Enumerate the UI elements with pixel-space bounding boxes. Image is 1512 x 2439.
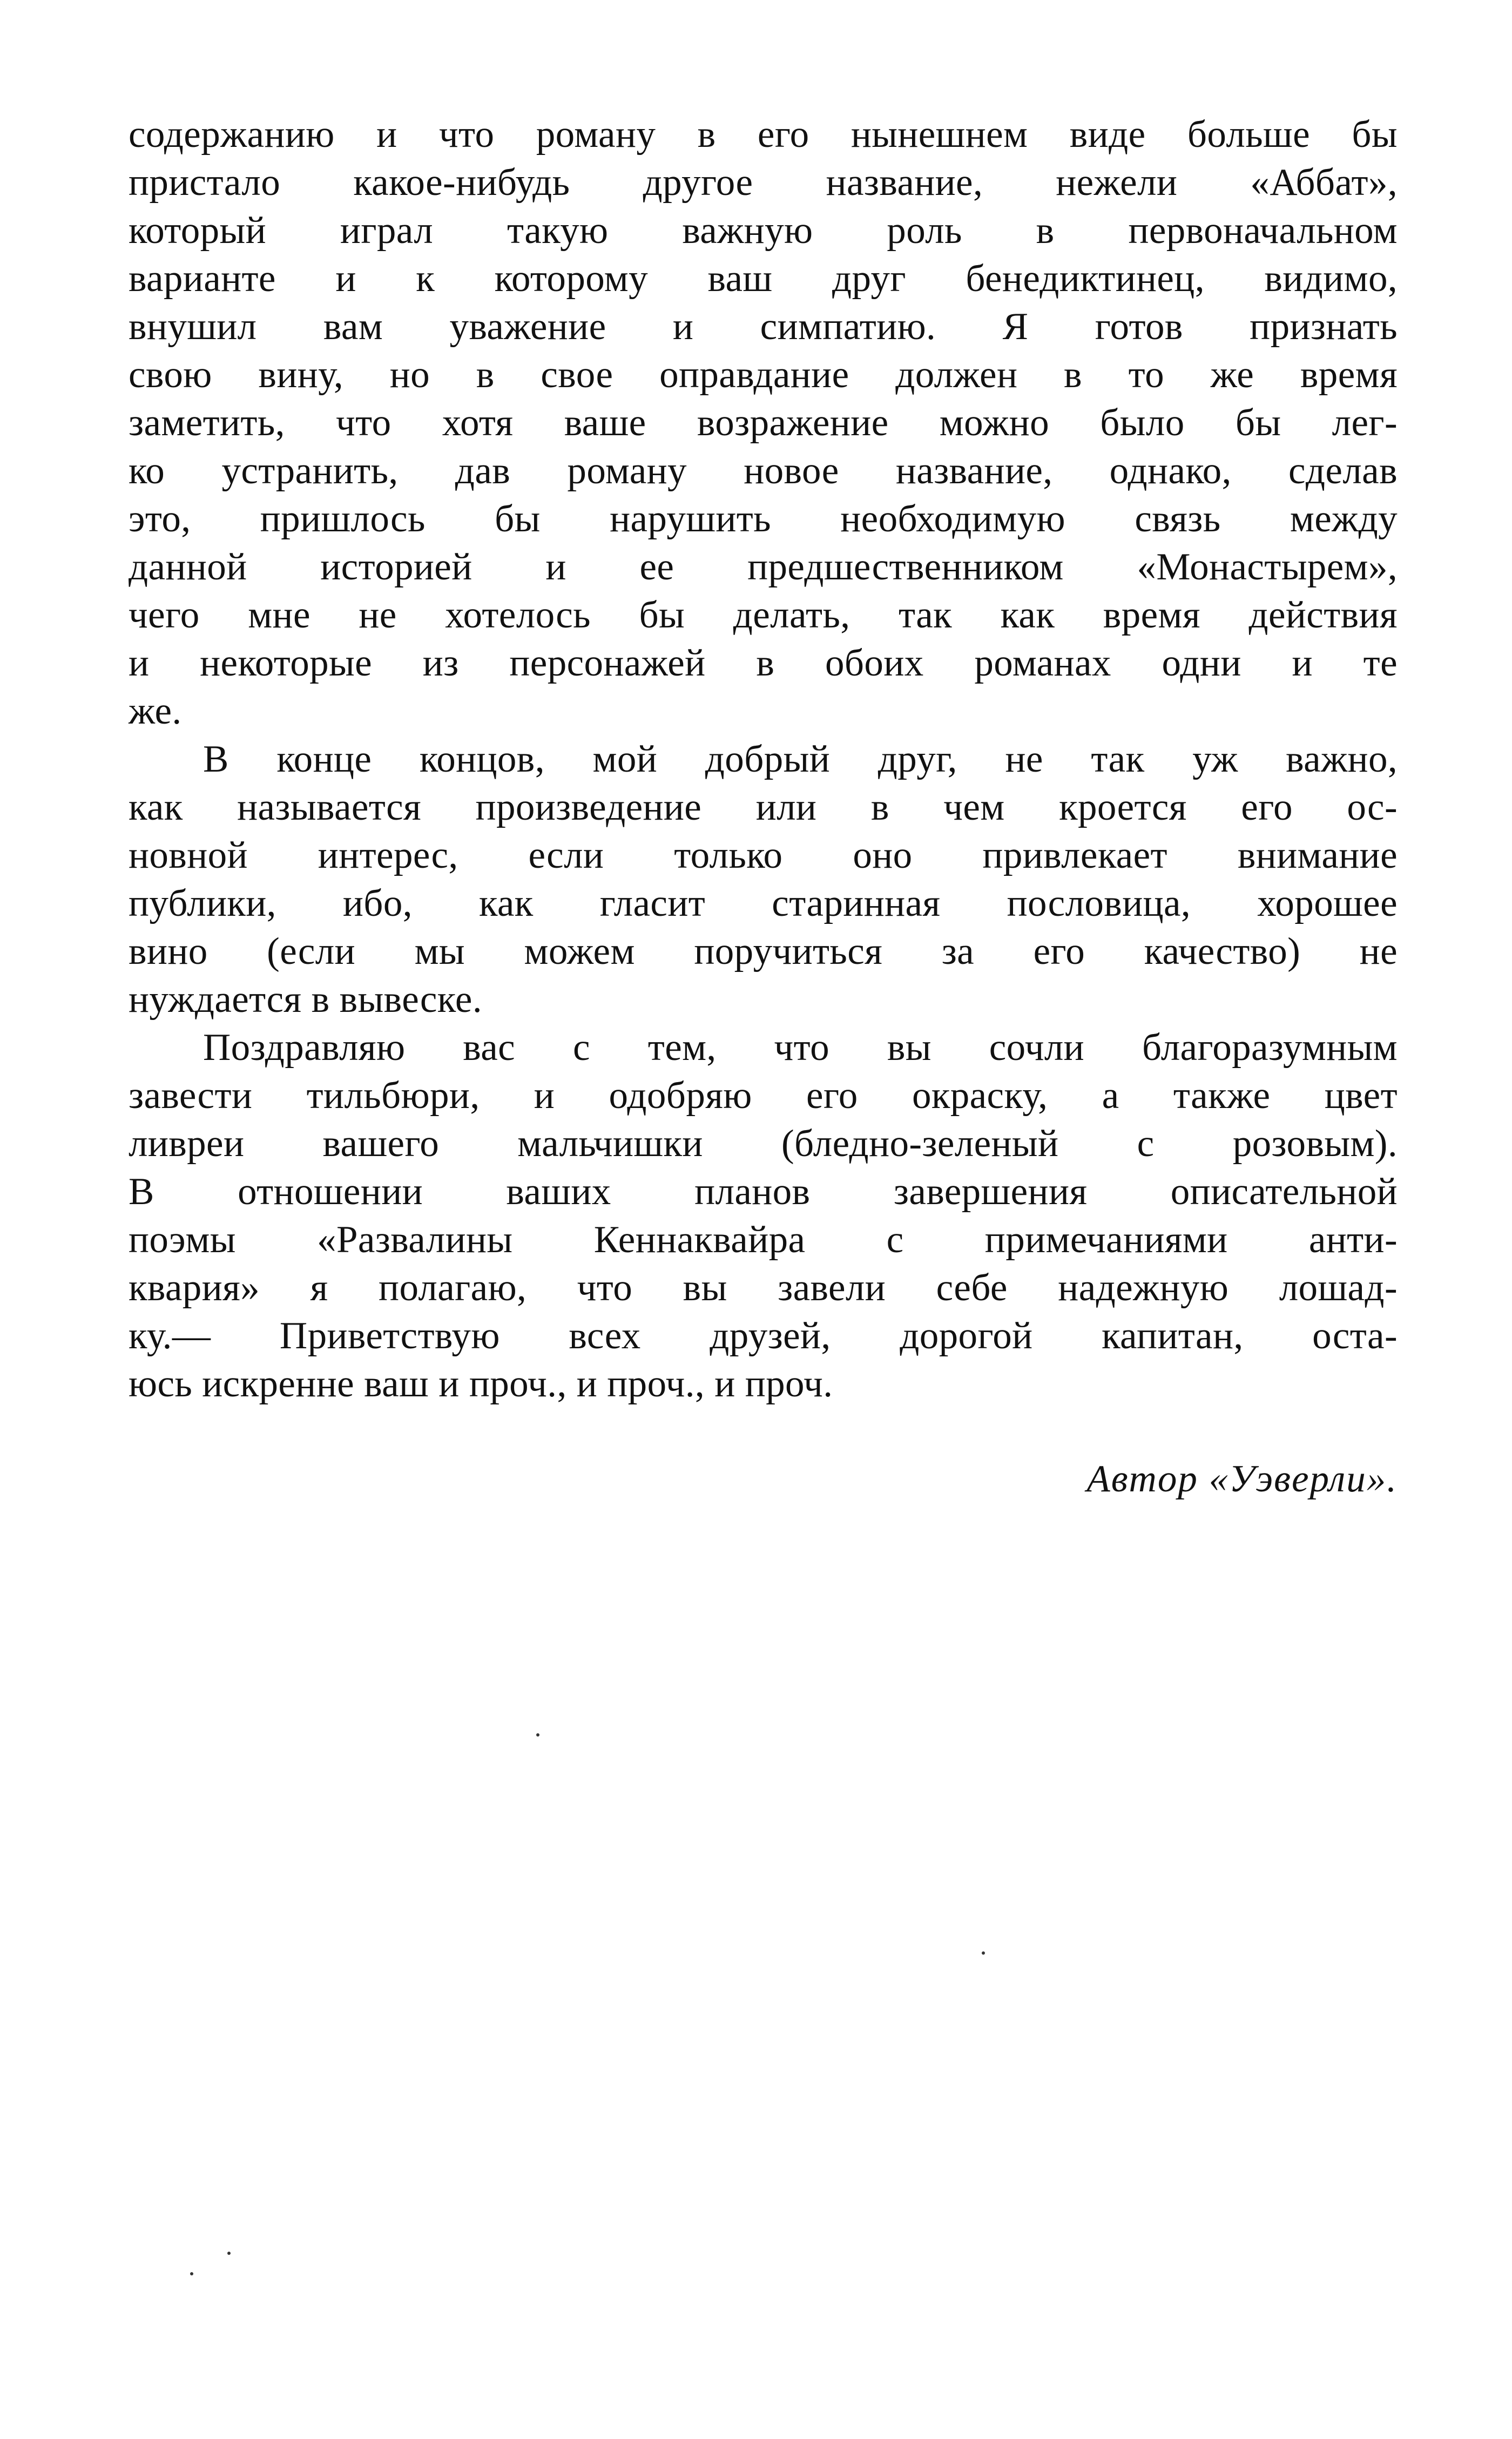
text-line: данной историей и ее предшественником «Монастырем», (129, 546, 1398, 588)
main-text (129, 111, 1398, 1500)
text-line: свою вину, но в свое оправдание должен в то же время (129, 354, 1398, 396)
author-signature: Автор «Уэверли». (1086, 1458, 1398, 1500)
paragraph-1 (129, 111, 1398, 735)
print-speck (227, 2252, 231, 2255)
paragraph-2 (129, 735, 1398, 1024)
text-line: вино (если мы можем поручиться за его качество) не (129, 930, 1398, 972)
text-line: юсь искренне ваш и проч., и проч., и проч. (129, 1363, 833, 1405)
text-line: содержанию и что роману в его нынешнем виде больше бы (129, 113, 1398, 156)
paragraph-3 (129, 1024, 1398, 1408)
text-line: поэмы «Развалины Кеннаквайра с примечаниями анти- (129, 1219, 1398, 1261)
text-line: новной интерес, если только оно привлекает внимание (129, 834, 1398, 876)
print-speck (982, 1951, 985, 1955)
print-speck (536, 1733, 539, 1737)
text-line: В конце концов, мой добрый друг, не так уж важно, (203, 738, 1398, 780)
text-line: пристало какое-нибудь другое название, нежели «Аббат», (129, 161, 1398, 204)
text-line: Поздравляю вас с тем, что вы сочли благоразумным (203, 1026, 1398, 1069)
text-line: ко устранить, дав роману новое название, однако, сделав (129, 450, 1398, 492)
text-line: варианте и к которому ваш друг бенедиктинец, видимо, (129, 258, 1398, 300)
text-line: нуждается в вывеске. (129, 978, 482, 1021)
text-line: который играл такую важную роль в первоначальном (129, 210, 1398, 252)
print-speck (190, 2272, 193, 2275)
text-line: ливреи вашего мальчишки (бледно-зеленый с розовым). (129, 1123, 1398, 1165)
text-line: же. (129, 690, 182, 732)
text-line: это, пришлось бы нарушить необходимую связь между (129, 498, 1398, 540)
text-line: чего мне не хотелось бы делать, так как время действия (129, 594, 1398, 636)
text-line: квария» я полагаю, что вы завели себе надежную лошад- (129, 1267, 1398, 1309)
text-line: публики, ибо, как гласит старинная пословица, хорошее (129, 882, 1398, 924)
text-line: завести тильбюри, и одобряю его окраску, а также цвет (129, 1075, 1398, 1117)
text-line: ку.— Приветствую всех друзей, дорогой капитан, оста- (129, 1315, 1398, 1357)
text-line: как называется произведение или в чем кроется его ос- (129, 786, 1398, 828)
text-line: В отношении ваших планов завершения описательной (129, 1171, 1398, 1213)
text-line: заметить, что хотя ваше возражение можно было бы лег- (129, 402, 1398, 444)
text-line: внушил вам уважение и симпатию. Я готов признать (129, 306, 1398, 348)
text-line: и некоторые из персонажей в обоих романах одни и те (129, 642, 1398, 684)
